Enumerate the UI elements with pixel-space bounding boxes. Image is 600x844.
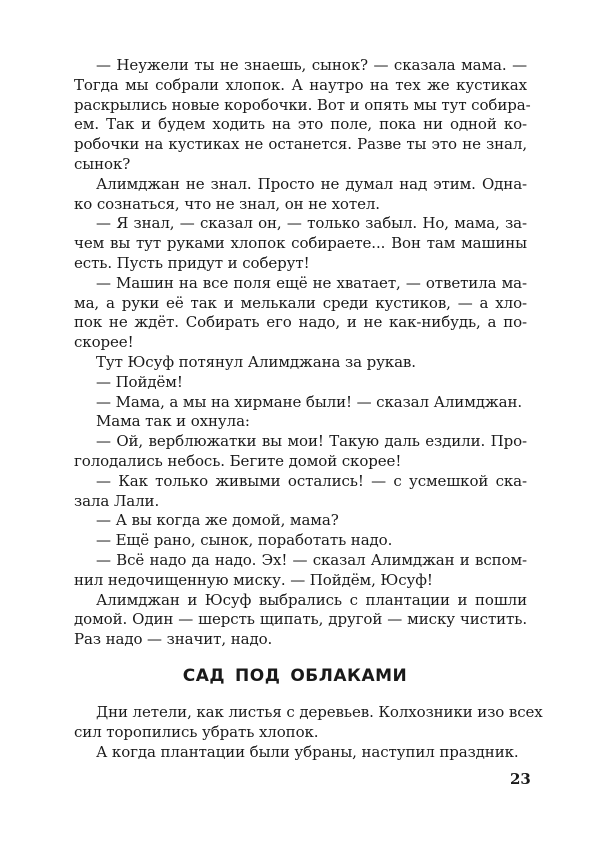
paragraph: [74, 175, 527, 215]
text-line: — Как только живыми остались! — с усмешкой ска-: [96, 471, 527, 490]
text-line: Алимджан не знал. Просто не думал над этим. Одна-: [96, 174, 527, 193]
text-line: Мама так и охнула:: [96, 412, 250, 431]
text-line: ма, а руки её так и мелькали среди кустиков, — а хло-: [74, 293, 527, 312]
text-line: пок не ждёт. Собирать его надо, и не как-нибудь, а по-: [74, 313, 527, 332]
paragraph: [74, 591, 527, 650]
paragraph: [74, 274, 527, 353]
text-line: Тут Юсуф потянул Алимджана за рукав.: [96, 352, 416, 371]
paragraph: [74, 703, 543, 743]
text-line: ем. Так и будем ходить на это поле, пока ни одной ко-: [74, 115, 527, 134]
text-line: зала Лали.: [74, 491, 160, 510]
paragraph: [74, 531, 527, 551]
text-line: робочки на кустиках не останется. Разве ты это не знал,: [74, 135, 527, 154]
main-text-block: [74, 56, 531, 650]
text-line: А когда плантации были убраны, наступил праздник.: [96, 742, 519, 761]
text-line: нил недочищенную миску. — Пойдём, Юсуф!: [74, 570, 433, 589]
page-number: 23: [510, 770, 531, 788]
text-line: Раз надо — значит, надо.: [74, 630, 273, 649]
paragraph: [74, 214, 527, 273]
paragraph: [74, 393, 527, 413]
chapter-text-block: [74, 703, 543, 762]
text-line: сил торопились убрать хлопок.: [74, 722, 319, 741]
text-line: — Ой, верблюжатки вы мои! Такую даль ездили. Про-: [96, 432, 527, 451]
paragraph: [74, 472, 527, 512]
text-line: скорее!: [74, 333, 134, 352]
text-line: — Пойдём!: [96, 372, 183, 391]
text-line: — А вы когда же домой, мама?: [96, 511, 339, 530]
text-line: Дни летели, как листья с деревьев. Колхозники изо всех: [96, 703, 543, 721]
text-line: есть. Пусть придут и соберут!: [74, 253, 310, 272]
text-line: голодались небось. Бегите домой скорее!: [74, 451, 402, 470]
text-line: — Ещё рано, сынок, поработать надо.: [96, 531, 393, 550]
paragraph: [74, 743, 527, 763]
heading-word: САД: [182, 666, 226, 686]
text-line: Алимджан и Юсуф выбрались с плантации и пошли: [96, 590, 527, 609]
text-line: домой. Один — шерсть щипать, другой — миску чистить.: [74, 610, 527, 629]
text-line: ко сознаться, что не знал, он не хотел.: [74, 194, 380, 213]
text-line: сынок?: [74, 154, 131, 173]
text-line: — Машин на все поля ещё не хватает, — ответила ма-: [96, 273, 527, 292]
paragraph: [74, 373, 527, 393]
text-line: — Неужели ты не знаешь, сынок? — сказала мама. —: [96, 56, 527, 74]
paragraph: [74, 432, 527, 472]
text-line: Тогда мы собрали хлопок. А наутро на тех же кустиках: [74, 75, 527, 94]
text-line: — Я знал, — сказал он, — только забыл. Но, мама, за-: [96, 214, 527, 233]
paragraph: [74, 353, 527, 373]
heading-word: ПОД: [235, 666, 281, 686]
paragraph: [74, 412, 527, 432]
text-line: чем вы тут руками хлопок собираете... Вон там машины: [74, 234, 527, 253]
text-line: — Мама, а мы на хирмане были! — сказал Алимджан.: [96, 392, 523, 411]
text-line: — Всё надо да надо. Эх! — сказал Алимджан и вспом-: [96, 550, 527, 569]
text-line: раскрылись новые коробочки. Вот и опять мы тут собира-: [74, 95, 531, 114]
paragraph: [74, 511, 527, 531]
chapter-heading: [0, 666, 600, 686]
heading-word: ОБЛАКАМИ: [290, 666, 408, 686]
paragraph: [74, 56, 531, 175]
paragraph: [74, 551, 527, 591]
